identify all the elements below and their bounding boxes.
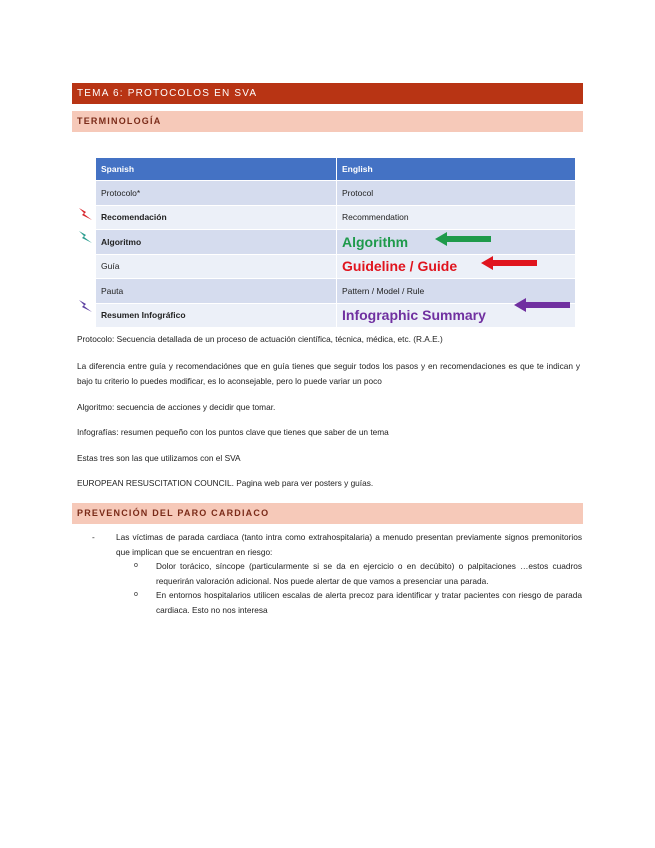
table-row [96,279,575,304]
table-row [96,181,575,206]
arrow-left-green-icon [435,232,491,246]
circle-bullet: o [134,591,138,598]
table-row [96,303,575,327]
page-title: TEMA 6: PROTOCOLOS EN SVA [72,83,583,104]
sub-list-item [92,559,582,588]
cell-english: Protocol [337,181,576,206]
cell-spanish: Guía [96,254,337,279]
table-row [96,205,575,230]
cell-spanish: Pauta [96,279,337,304]
circle-bullet: o [134,562,138,569]
lightning-bolt-green-icon [78,230,94,244]
prevention-list [92,530,582,617]
arrow-left-red-icon [481,256,537,270]
cell-spanish: Resumen Infográfico [96,303,337,327]
table-header-row [96,158,575,181]
sub-list-item-text: En entornos hospitalarios utilicen escalas de alerta precoz para identificar y tratar pacientes con riesgo de parada cardiaca. Esto no nos interesa [156,590,582,615]
terminology-table [96,157,575,327]
paragraph-diferencia: La diferencia entre guía y recomendaciónes que en guía tienes que seguir todos los pasos y en recomendaciones es que te indican y bajo tu criterio lo puedes modificar, es lo aconsejable, pero lo puede variar un poco [77,361,580,386]
list-item [92,530,582,559]
cell-english-infographic: Infographic Summary [337,303,576,327]
list-item-text: Las víctimas de parada cardiaca (tanto intra como extrahospitalaria) a menudo presentan previamente signos premonitorios que implican que se encuentran en riesgo: [116,532,582,557]
sub-list-item [92,588,582,617]
dash-bullet: - [92,532,95,542]
cell-spanish: Protocolo* [96,181,337,206]
arrow-left-purple-icon [514,298,570,312]
cell-english: Pattern / Model / Rule [337,279,576,304]
cell-english: Recommendation [337,205,576,230]
paragraph-sva: Estas tres son las que utilizamos con el SVA [77,453,241,463]
paragraph-infografias: Infografías: resumen pequeño con los puntos clave que tienes que saber de un tema [77,427,389,437]
cell-spanish: Recomendación [96,205,337,230]
prevention-heading: PREVENCIÓN DEL PARO CARDIACO [72,503,583,524]
cell-english-algorithm: Algorithm [337,230,576,255]
paragraph-erc: EUROPEAN RESUSCITATION COUNCIL. Pagina web para ver posters y guías. [77,478,374,488]
cell-english-guideline: Guideline / Guide [337,254,576,279]
header-spanish: Spanish [96,158,337,181]
paragraph-protocolo: Protocolo: Secuencia detallada de un proceso de actuación científica, técnica, médica, etc. (R.A.E.) [77,334,443,344]
terminology-heading: TERMINOLOGÍA [72,111,583,132]
lightning-bolt-red-icon [78,207,94,221]
paragraph-algoritmo: Algoritmo: secuencia de acciones y decidir que tomar. [77,402,276,412]
header-english: English [337,158,576,181]
table-row [96,230,575,255]
lightning-bolt-purple-icon [78,299,94,313]
cell-spanish: Algoritmo [96,230,337,255]
sub-list-item-text: Dolor torácico, síncope (particularmente si se da en ejercicio o en decúbito) o palpitaciones …estos cuadros requerirán valoración adicional. Nos puede alertar de que vamos a presenciar una parada. [156,561,582,586]
